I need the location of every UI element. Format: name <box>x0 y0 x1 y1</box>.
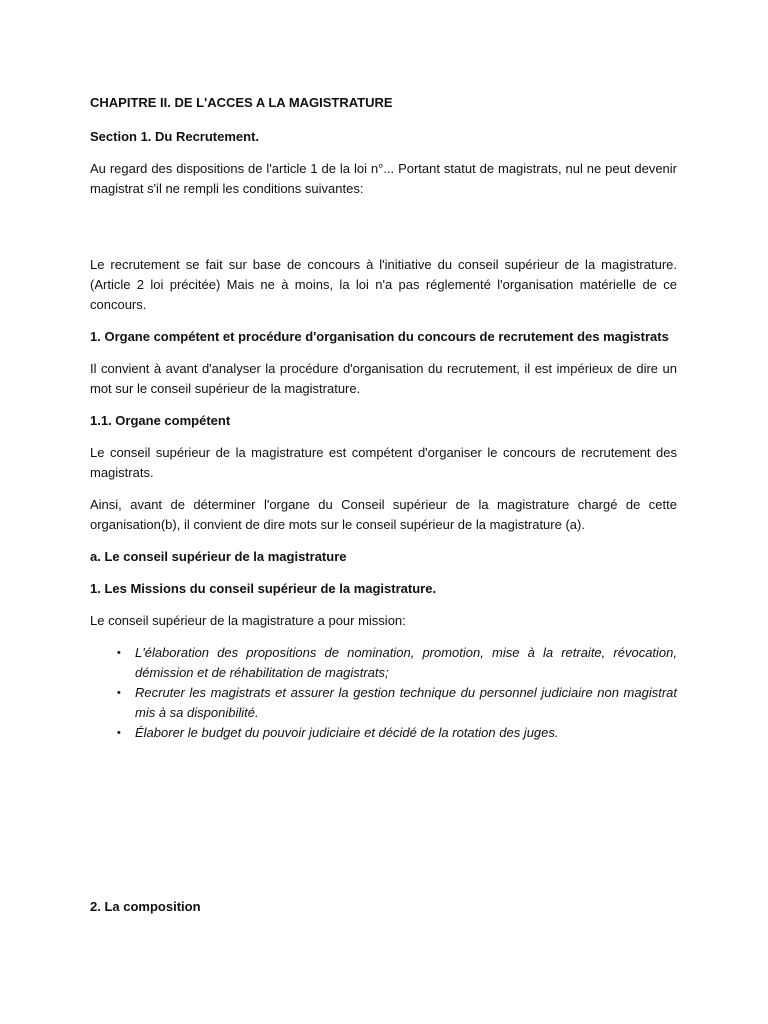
paragraph-mission-intro: Le conseil supérieur de la magistrature a pour mission: <box>90 613 406 628</box>
empty-space <box>90 211 677 255</box>
heading-organe-procedure: 1. Organe compétent et procédure d'organisation du concours de recrutement des magistrats <box>90 329 669 344</box>
list-item-text: Élaborer le budget du pouvoir judiciaire et décidé de la rotation des juges. <box>135 725 559 740</box>
bullet-icon: • <box>117 687 121 699</box>
bullet-icon: • <box>117 727 121 739</box>
paragraph-intro: Au regard des dispositions de l'article 1 de la loi n°... Portant statut de magistrats, nul ne peut devenir magistrat s'il ne rempli les conditions suivantes: <box>90 161 677 196</box>
heading-missions: 1. Les Missions du conseil supérieur de la magistrature. <box>90 581 437 596</box>
document-body <box>90 93 677 743</box>
list-item-text: Recruter les magistrats et assurer la gestion technique du personnel judiciaire non magistrat mis à sa disponibilité. <box>135 685 677 720</box>
heading-composition: 2. La composition <box>90 899 201 914</box>
list-item <box>117 683 677 723</box>
paragraph-ainsi: Ainsi, avant de déterminer l'organe du Conseil supérieur de la magistrature chargé de cette organisation(b), il convient de dire mots sur le conseil supérieur de la magistrature (a). <box>90 497 677 532</box>
heading-organe-competent: 1.1. Organe compétent <box>90 413 231 428</box>
mission-list <box>90 643 677 743</box>
paragraph-analyse: Il convient à avant d'analyser la procédure d'organisation du recrutement, il est impérieux de dire un mot sur le conseil supérieur de la magistrature. <box>90 361 677 396</box>
heading-conseil-superieur: a. Le conseil supérieur de la magistrature <box>90 549 347 564</box>
section-title: Section 1. Du Recrutement. <box>90 129 260 144</box>
paragraph-competence: Le conseil supérieur de la magistrature est compétent d'organiser le concours de recrutement des magistrats. <box>90 445 677 480</box>
list-item-text: L'élaboration des propositions de nomination, promotion, mise à la retraite, révocation, démission et de réhabilitation de magistrats; <box>135 645 677 680</box>
paragraph-recrutement: Le recrutement se fait sur base de concours à l'initiative du conseil supérieur de la magistrature. (Article 2 loi précitée) Mais ne à moins, la loi n'a pas réglementé l'organisation matérielle de ce concours. <box>90 257 677 312</box>
list-item <box>117 723 677 743</box>
list-item <box>117 643 677 683</box>
bullet-icon: • <box>117 647 121 659</box>
chapter-title: CHAPITRE II. DE L'ACCES A LA MAGISTRATURE <box>90 95 393 110</box>
